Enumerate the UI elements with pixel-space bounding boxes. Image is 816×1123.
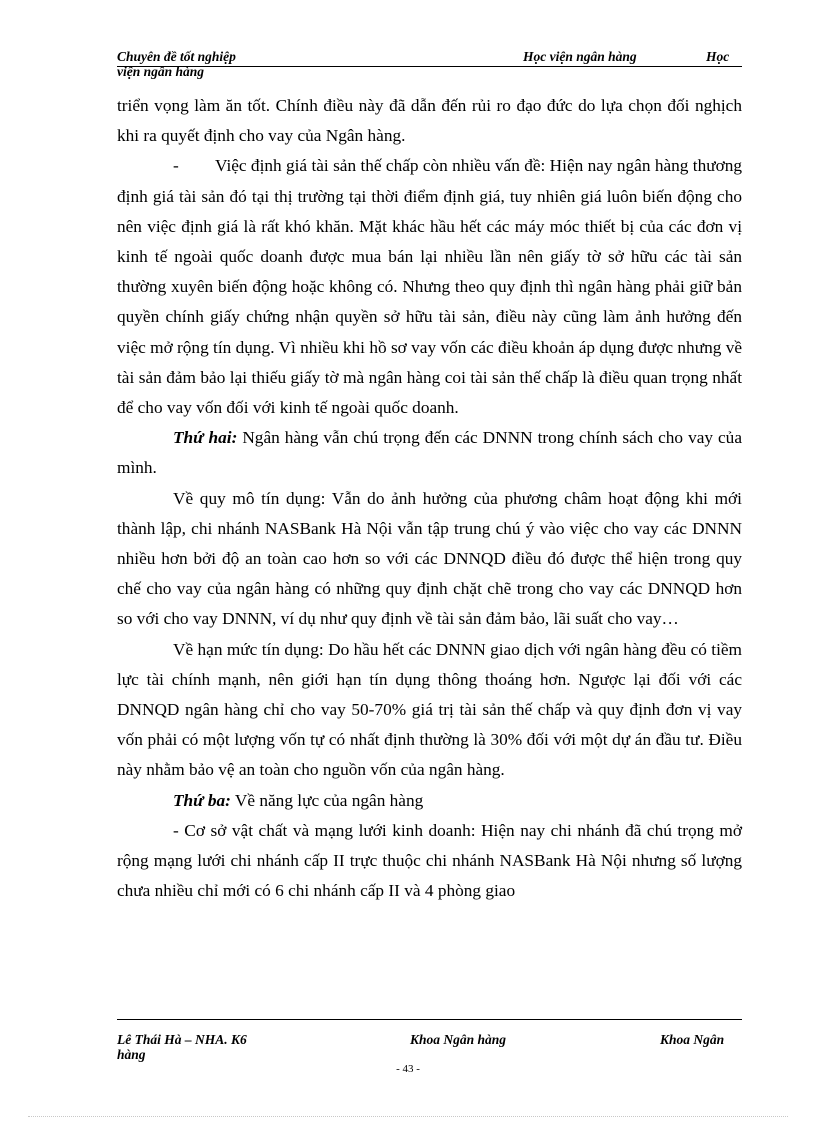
header-wrap-text: viện ngân hàng [117,64,205,79]
lead-second: Thứ hai: [173,428,238,448]
paragraph-third-text: Về năng lực của ngân hàng [230,790,424,810]
header-institution-repeat: Học [706,49,730,64]
paragraph-credit-scale: Về quy mô tín dụng: Vẫn do ảnh hưởng của phương châm hoạt động khi mới thành lập, chi nhánh NASBank Hà Nội vẫn tập trung chú ý vào việc cho vay các DNNN nhiều hơn bởi độ an toàn cao hơn so với các DNNQD điều đó được thể hiện trong quy chế cho vay của ngân hàng có những quy định chặt chẽ trong cho vay các DNNQD hơn so với cho vay DNNN, ví dụ như quy định về tài sản đảm bảo, lãi suất cho vay… [117,488,742,629]
paragraph-credit-limit: Về hạn mức tín dụng: Do hầu hết các DNNN giao dịch với ngân hàng đều có tiềm lực tài chính mạnh, nên giới hạn tín dụng thông thoáng hơn. Ngược lại đối với các DNNQD ngân hàng chỉ cho vay 50-70% giá trị tài sản thế chấp và quy định đơn vị vay vốn phải có một lượng vốn tự có nhất định thường là 30% đối với một dự án đầu tư. Điều này nhằm bảo vệ an toàn cho nguồn vốn của ngân hàng. [117,639,742,780]
header-rule [117,66,742,67]
list-dash: - [173,156,179,176]
footer-rule [117,1019,742,1020]
paragraph-second-text: Ngân hàng vẫn chú trọng đến các DNNN trong chính sách cho vay của mình. [117,428,742,478]
page-number: - 43 - [396,1063,420,1075]
paragraph-continuation: triển vọng làm ăn tốt. Chính điều này đã dẫn đến rủi ro đạo đức do lựa chọn đối nghịch khi ra quyết định cho vay của Ngân hàng. [117,96,742,146]
paragraph-collateral-text: Việc định giá tài sản thế chấp còn nhiều vấn đề: Hiện nay ngân hàng thương định giá tài sản đó tại thị trường tại thời điểm định giá, tuy nhiên giá luôn biến động cho nên việc định giá là rất khó khăn. Mặt khác hầu hết các máy móc thiết bị của các đơn vị kinh tế ngoài quốc doanh được mua bán lại nhiều lần nên giấy tờ sở hữu các tài sản thường xuyên biến động hoặc không có. Nhưng theo quy định thì ngân hàng phải giữ bản quyền chính giấy chứng nhận quyền sở hữu tài sản, điều này cũng làm ảnh hưởng đến việc mở rộng tín dụng. Vì nhiều khi hồ sơ vay vốn các điều khoản áp dụng được nhưng về tài sản đảm bảo lại thiếu giấy tờ mà ngân hàng coi tài sản thế chấp là điều quan trọng nhất để cho vay vốn đối với kinh tế ngoài quốc doanh. [117,156,742,418]
page-body [117,91,742,906]
header-document-type: Chuyên đề tốt nghiệp [117,49,236,64]
page-header [117,47,742,79]
page-edge-divider [28,1116,788,1117]
footer-wrap-text: hàng [117,1047,146,1062]
page-footer [117,1030,742,1064]
header-institution: Học viện ngân hàng [523,49,637,64]
lead-third: Thứ ba: [173,790,231,810]
paragraph-second-point [117,423,742,483]
paragraph-collateral-valuation [117,151,742,423]
paragraph-third-point [117,786,742,816]
footer-faculty-repeat: Khoa Ngân [660,1032,725,1047]
footer-faculty: Khoa Ngân hàng [410,1032,507,1047]
footer-author: Lê Thái Hà – NHA. K6 [117,1032,247,1047]
paragraph-infrastructure: - Cơ sở vật chất và mạng lưới kinh doanh: Hiện nay chi nhánh đã chú trọng mở rộng mạng lưới chi nhánh cấp II trực thuộc chi nhánh NASBank Hà Nội nhưng số lượng chưa nhiều chỉ mới có 6 chi nhánh cấp II và 4 phòng giao [117,820,742,901]
